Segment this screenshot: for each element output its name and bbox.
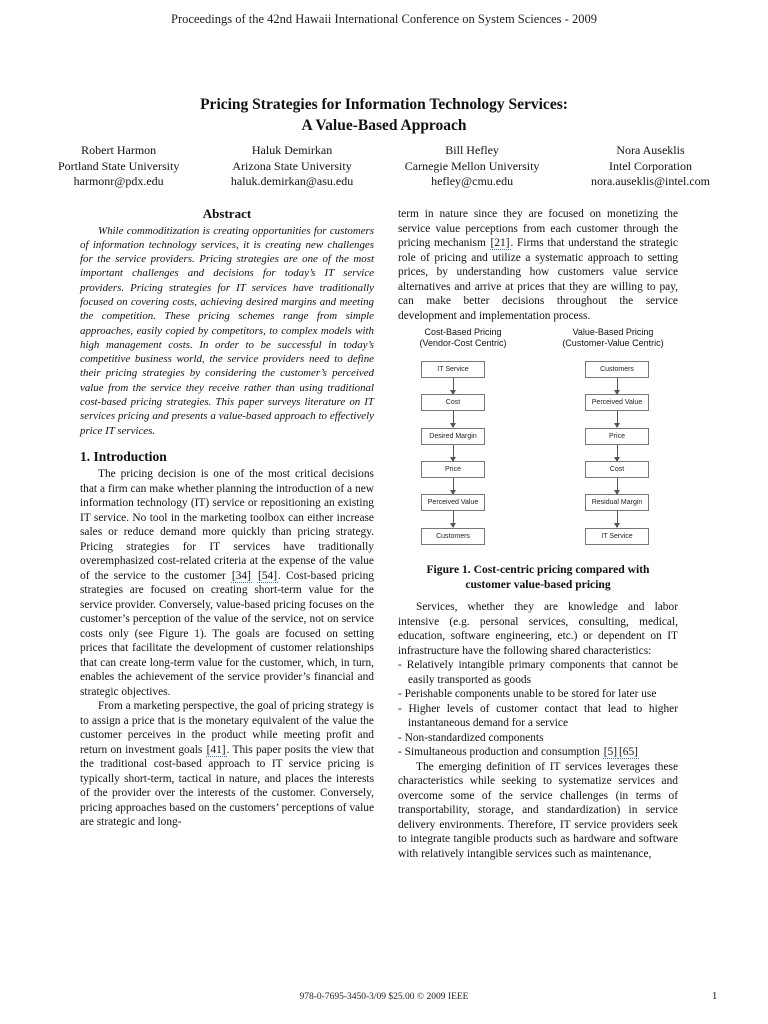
citation-link[interactable]: [34] bbox=[231, 569, 251, 582]
author-affiliation: Carnegie Mellon University bbox=[404, 158, 540, 173]
author-block bbox=[591, 143, 710, 190]
down-arrow-icon bbox=[453, 511, 454, 527]
author-block bbox=[231, 143, 353, 190]
author-email: nora.auseklis@intel.com bbox=[590, 174, 710, 188]
text-run: . Firms that understand the strategic role of pricing and utilize a systematic approach to setting prices, by understanding how customers value service alternatives and arrive at prices that they are willing to pay, can make better decisions throughout the service development and implementation process. bbox=[398, 237, 678, 322]
flow-step-box: Desired Margin bbox=[421, 428, 485, 445]
title-line-2: A Value-Based Approach bbox=[301, 117, 467, 134]
value-based-heading: Value-Based Pricing bbox=[572, 327, 654, 337]
cost-based-subheading: (Vendor-Cost Centric) bbox=[419, 338, 507, 348]
author-email: haluk.demirkan@asu.edu bbox=[230, 174, 354, 188]
flow-step-box: Customers bbox=[421, 528, 485, 545]
citation-link[interactable]: [41] bbox=[206, 743, 226, 756]
flow-step-box: Cost bbox=[421, 394, 485, 411]
down-arrow-icon bbox=[617, 411, 618, 427]
text-run: From a marketing perspective, the goal of pricing strategy is to assign a price that is the monetary equivalent of the value the customer perceives in the product while meeting profit and return on investment goals bbox=[80, 700, 374, 756]
characteristics-list bbox=[398, 658, 678, 760]
flow-step-box: Cost bbox=[585, 461, 649, 478]
list-item: - Non-standardized components bbox=[398, 731, 544, 744]
copyright-footer: 978-0-7695-3450-3/09 $25.00 © 2009 IEEE bbox=[299, 992, 469, 1002]
author-block bbox=[405, 143, 540, 190]
down-arrow-icon bbox=[453, 378, 454, 394]
author-block bbox=[58, 143, 179, 190]
left-column bbox=[80, 207, 374, 830]
flow-step-box: Customers bbox=[585, 361, 649, 378]
figure-caption bbox=[398, 563, 678, 592]
caption-line: Figure 1. Cost-centric pricing compared with bbox=[426, 563, 650, 576]
text-run: The pricing decision is one of the most critical decisions that a firm can make whether planning the introduction of a new information technology (IT) service or repositioning an existing IT service. No tool in the marketing toolbox can either increase sales or reduce demand more quickly than pricing strategy. Pricing strategies for IT services have traditionally overemphasized cost-related criteria at the expense of the value of the service to the customer bbox=[80, 468, 374, 582]
down-arrow-icon bbox=[453, 411, 454, 427]
flow-step-box: Perceived Value bbox=[421, 494, 485, 511]
author-email: hefley@cmu.edu bbox=[431, 174, 514, 188]
page-number: 1 bbox=[712, 991, 718, 1002]
author-name: Bill Hefley bbox=[445, 143, 499, 157]
abstract-heading: Abstract bbox=[202, 206, 252, 221]
citation-link[interactable]: [5] bbox=[603, 746, 617, 758]
text-run: term in nature since they are focused on monetizing the service value perceptions from each customer through the pricing mechanism bbox=[398, 208, 678, 249]
cost-based-heading: Cost-Based Pricing bbox=[424, 327, 502, 337]
cost-based-column bbox=[398, 327, 528, 349]
intro-paragraph-1 bbox=[80, 467, 374, 699]
value-based-column bbox=[548, 327, 678, 349]
author-name: Haluk Demirkan bbox=[251, 143, 333, 157]
caption-line: customer value-based pricing bbox=[465, 577, 611, 591]
text-run: . This paper posits the view that the traditional cost-based approach to IT service pricing is typically short-term, tactical in nature, and places the interests of the provider over the interests of the customer. Conversely, pricing approaches based on the customers’ perceptions of value are strategic and long- bbox=[80, 743, 374, 829]
author-name: Robert Harmon bbox=[81, 143, 157, 157]
author-email: harmonr@pdx.edu bbox=[73, 174, 164, 188]
right-column bbox=[398, 207, 678, 861]
list-item bbox=[398, 745, 678, 760]
flow-step-box: Price bbox=[421, 461, 485, 478]
abstract-text: While commoditization is creating opportunities for customers of information technology services, it is creating new challenges for the service providers. Pricing strategies are one of the most important challenges and decisions for today’s IT service providers. Pricing strategies for IT services have traditionally focused on covering costs, achieving desired margins and meeting the competition. These pricing schemes range from simple approaches, easily copied by competitors, to complex models with high management costs. In order to be successful in today’s competitive business world, the service providers need to define their pricing strategies by considering the customer’s perceived value from the service they receive rather than using traditional cost-based pricing strategies. This paper surveys literature on IT services pricing and presents a value-based approach to effectively price IT services. bbox=[80, 224, 374, 437]
author-list bbox=[58, 143, 710, 190]
author-affiliation: Arizona State University bbox=[232, 158, 352, 173]
flow-step-box: IT Service bbox=[585, 528, 649, 545]
author-name: Nora Auseklis bbox=[616, 143, 685, 157]
down-arrow-icon bbox=[617, 511, 618, 527]
intro-paragraph-2 bbox=[80, 699, 374, 830]
flow-step-box: Residual Margin bbox=[585, 494, 649, 511]
paper-title bbox=[0, 94, 768, 136]
text-run: . Cost-based pricing strategies are focused on creating short-term value for the service provider. Conversely, value-based pricing focuses on the customer’s perception of the value of the service, not on service costs only (see Figure 1). The goals are focused on setting prices that facilitate the development of customer relationships that can create long-term value for the customer, which, in turn, enables the achievement of the service provider’s financial and strategic objectives. bbox=[80, 569, 374, 698]
running-header: Proceedings of the 42nd Hawaii International Conference on System Sciences - 2009 bbox=[171, 12, 597, 26]
citation-link[interactable]: [54] bbox=[258, 569, 278, 582]
list-item: - Perishable components unable to be stored for later use bbox=[398, 688, 657, 700]
down-arrow-icon bbox=[617, 445, 618, 461]
flow-step-box: Perceived Value bbox=[585, 394, 649, 411]
flow-step-box: IT Service bbox=[421, 361, 485, 378]
continued-paragraph bbox=[398, 207, 678, 323]
list-item: - Higher levels of customer contact that lead to higher instantaneous demand for a service bbox=[398, 702, 678, 729]
citation-link[interactable]: [65] bbox=[619, 746, 638, 758]
section-heading-introduction: 1. Introduction bbox=[80, 448, 167, 464]
author-affiliation: Portland State University bbox=[58, 158, 180, 173]
title-line-1: Pricing Strategies for Information Technology Services: bbox=[200, 96, 568, 113]
down-arrow-icon bbox=[453, 445, 454, 461]
text-run: - Simultaneous production and consumption bbox=[398, 746, 603, 758]
down-arrow-icon bbox=[453, 478, 454, 494]
figure-1-diagram bbox=[398, 327, 678, 559]
value-based-subheading: (Customer-Value Centric) bbox=[562, 338, 664, 348]
down-arrow-icon bbox=[617, 478, 618, 494]
services-paragraph: Services, whether they are knowledge and labor intensive (e.g. personal services, consulting, medical, education, software engineering, etc.) or dependent on IT infrastructure have the following shared characteristics: bbox=[398, 601, 678, 657]
down-arrow-icon bbox=[617, 378, 618, 394]
author-affiliation: Intel Corporation bbox=[608, 158, 692, 173]
list-item: - Relatively intangible primary components that cannot be easily transported as goods bbox=[398, 659, 678, 686]
definition-paragraph: The emerging definition of IT services leverages these characteristics while seeking to systematize services and overcome some of the service challenges (in terms of transportability, storage, and standardization) in service delivery environments. Therefore, IT service providers seek to integrate tangible products such as hardware and software with relatively intangible services such as maintenance, bbox=[398, 760, 678, 860]
flow-step-box: Price bbox=[585, 428, 649, 445]
citation-link[interactable]: [21] bbox=[490, 237, 510, 249]
